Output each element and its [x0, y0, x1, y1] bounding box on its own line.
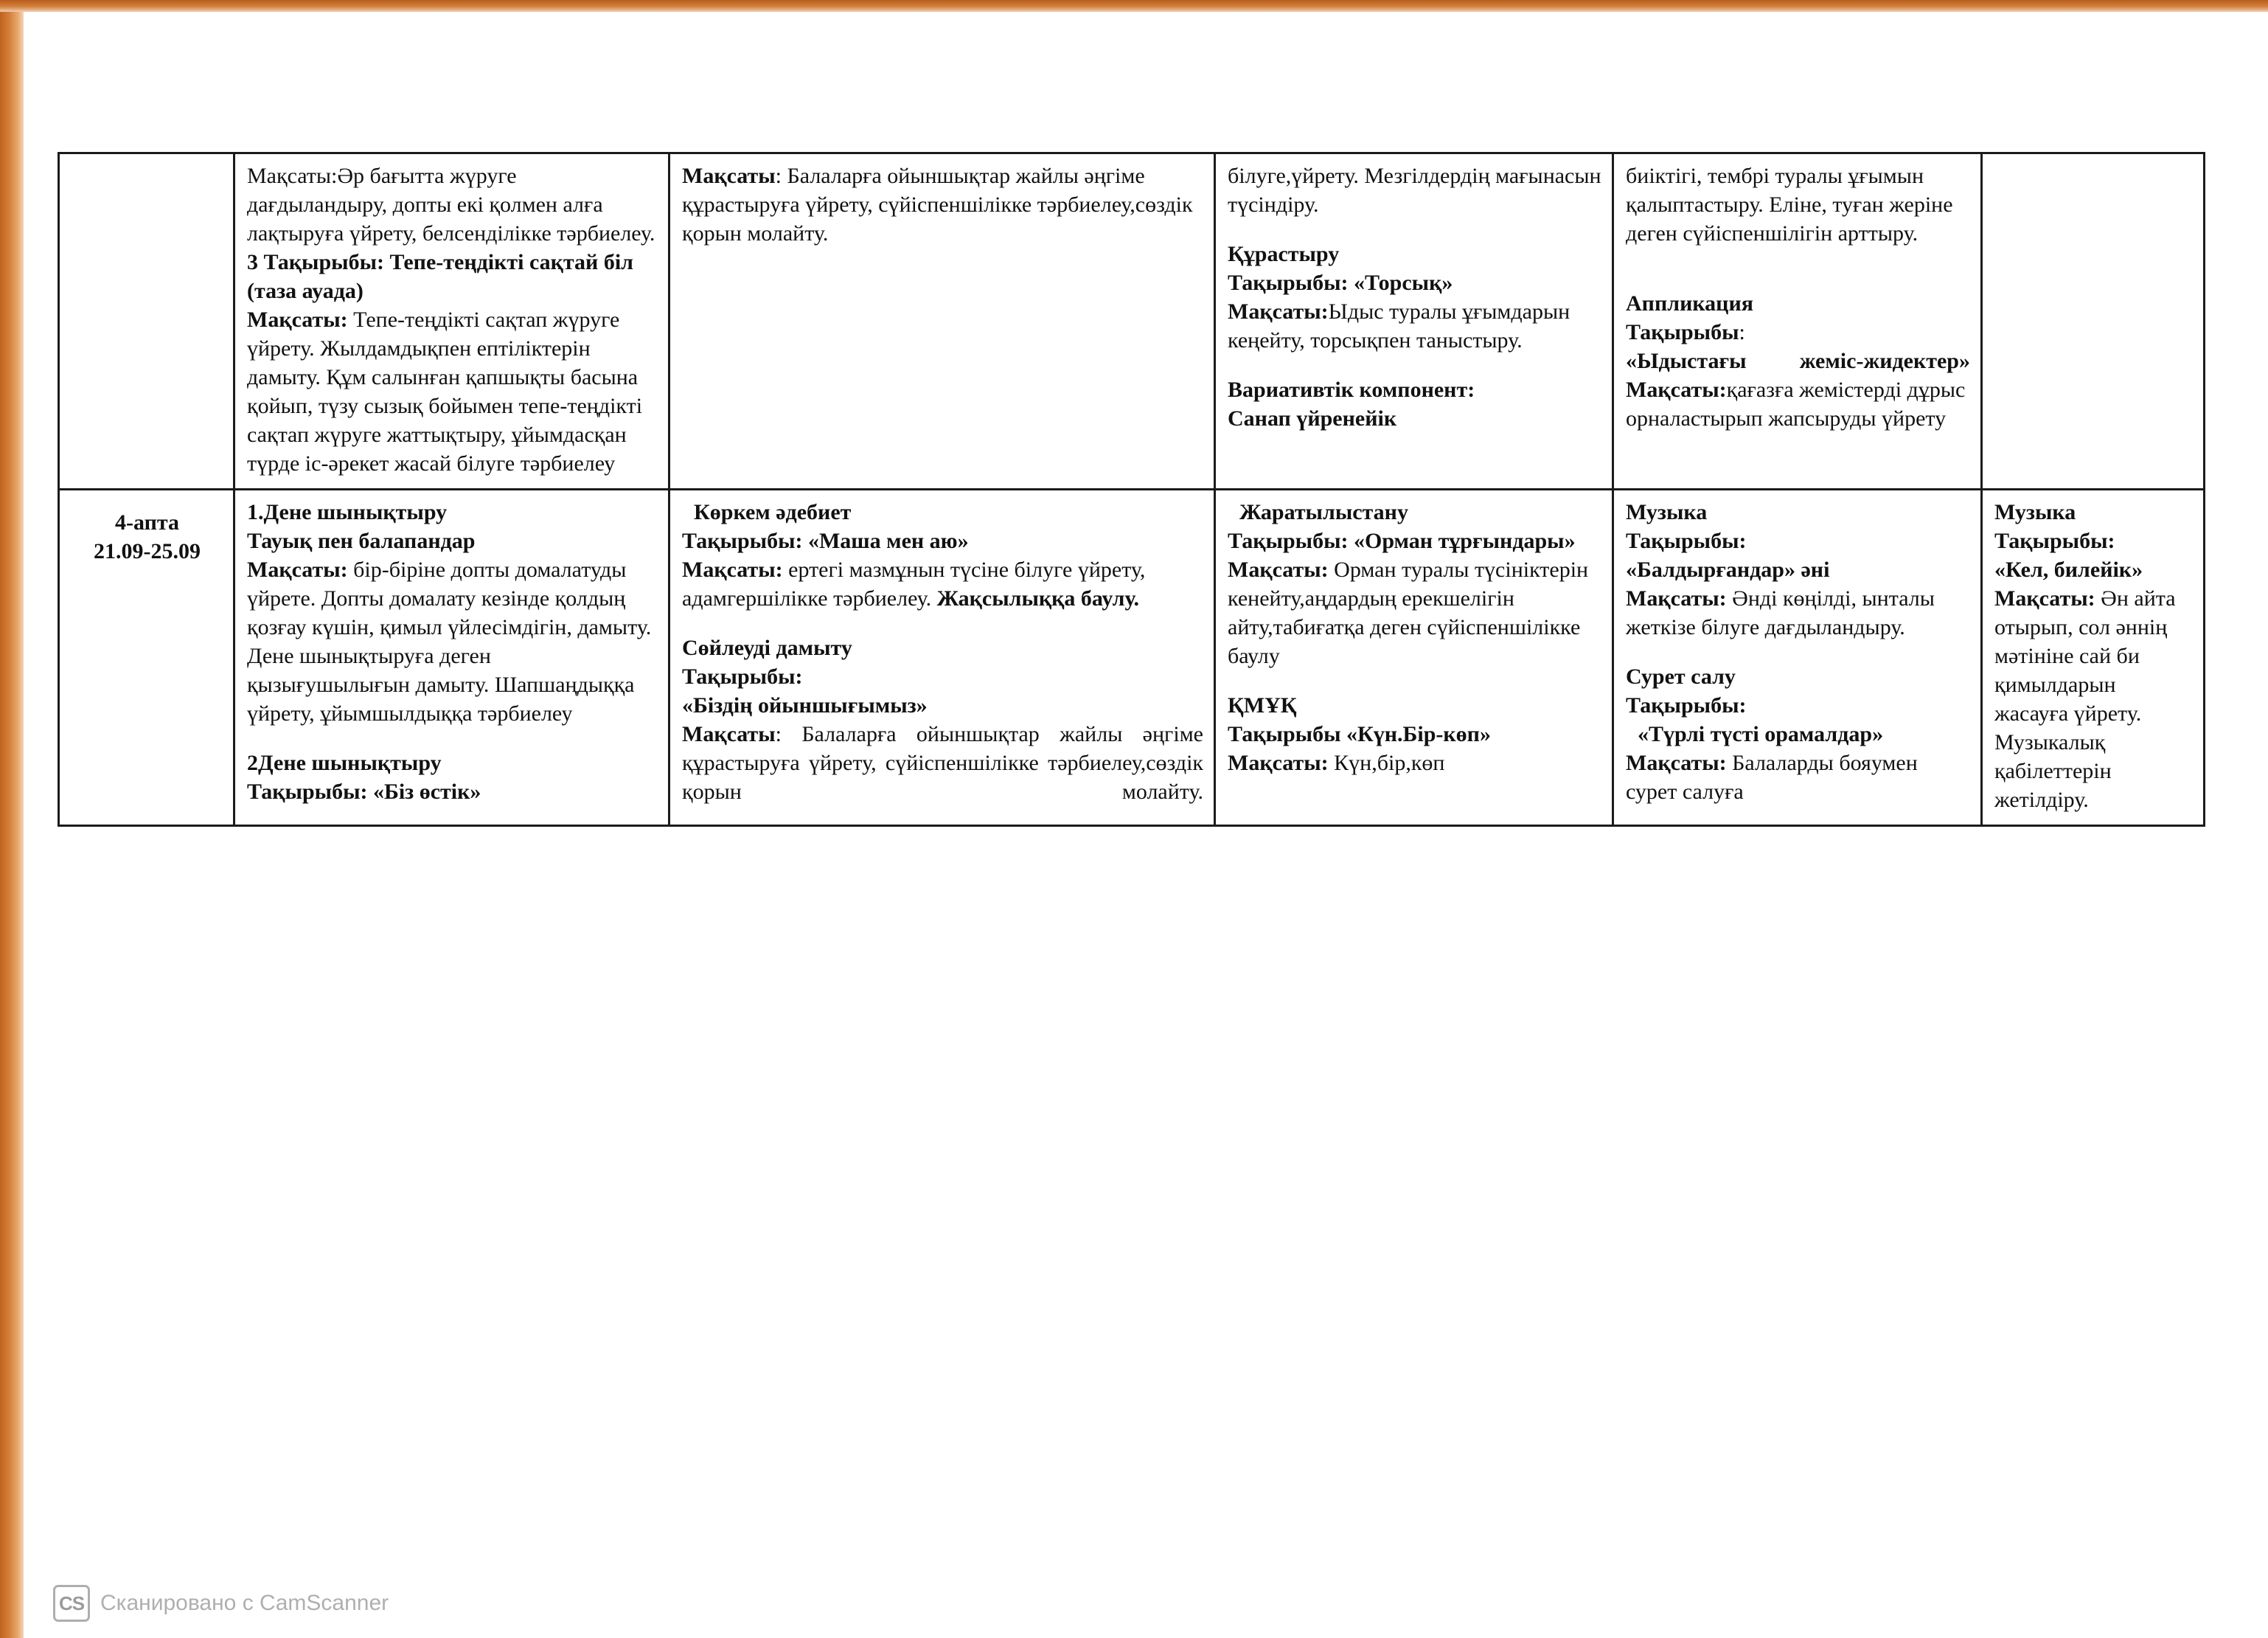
physical-education-cell: [234, 490, 669, 826]
pe-lesson-1-topic: Тауық пен балапандар: [247, 529, 476, 553]
goal-body: бір-біріне допты домалатуды үйрете. Допты домалату кезінде қолдың қозғау күшін, қимыл үйлесімдігін, дамыту. Дене шынықтыруға деген қызығушылығын дамыту. Шапшаңдыққа үйрету, ұйымшылдыққа тәрбиелеу: [247, 558, 652, 726]
drawing-topic-label: Тақырыбы:: [1626, 693, 1747, 718]
pe-lesson-1-title: 1.Дене шынықтыру: [247, 500, 448, 524]
topic-colon: :: [1739, 320, 1745, 344]
speech-topic-value: «Біздің ойыншығымыз»: [682, 693, 928, 718]
natural-science-title: Жаратылыстану: [1239, 500, 1408, 524]
pe-lesson-2-title: 2Дене шынықтыру: [247, 751, 442, 775]
goal-label: Мақсаты:: [1626, 378, 1727, 402]
goal-emphasis: Жақсылыққа баулу.: [936, 586, 1139, 611]
applique-label: Аппликация: [1626, 291, 1753, 316]
natural-science-cell: [1215, 490, 1613, 826]
music-topic-label: Тақырыбы:: [1994, 529, 2115, 553]
literature-title: Көркем әдебиет: [694, 500, 852, 524]
goal-label: Мақсаты:: [682, 558, 783, 582]
goal-body: Орман туралы түсініктерін кенейту,аңдардың ерекшелігін айту,табиғатқа деген сүйіспеншілікке баулу: [1228, 558, 1589, 668]
goal-label: Мақсаты: [682, 722, 776, 746]
goal-body: : Балаларға ойыншықтар жайлы әңгіме құрастыруға үйрету, сүйіспеншілікке тәрбиелеу,сөздік қорын молайту.: [682, 164, 1193, 246]
goal-body: Ән айта отырып, сол әннің мәтініне сай би қимылдарын жасауға үйрету. Музыкалық қабілеттерін жетілдіру.: [1994, 586, 2176, 812]
music-art-cell: [1613, 153, 1982, 490]
week-cell: [59, 490, 234, 826]
camscanner-badge: CS: [53, 1585, 90, 1622]
camscanner-text: Сканировано с CamScanner: [100, 1591, 389, 1615]
goal-label: Мақсаты: [682, 164, 776, 188]
construction-topic: Тақырыбы: «Торсық»: [1228, 271, 1453, 295]
physical-education-cell: [234, 153, 669, 490]
goal-body: Ыдыс туралы ұғымдарын кеңейту, торсықпен таныстыру.: [1228, 299, 1570, 353]
goal-label: Мақсаты:: [1228, 751, 1329, 775]
drawing-title: Сурет салу: [1626, 664, 1736, 689]
week-dates: 21.09-25.09: [94, 539, 201, 563]
document-page: [24, 12, 2268, 1638]
goal-body: ертегі мазмұнын түсіне білуге үйрету, адамгершілікке тәрбиелеу.: [682, 558, 1146, 611]
week-cell: [59, 153, 234, 490]
goal-text: Мақсаты:Әр бағытта жүруге дағдыландыру, допты екі қолмен алға лақтыруға үйрету, белсенділікке тәрбиелеу.: [247, 164, 655, 246]
week-number: 4-апта: [115, 510, 179, 535]
goal-body: Әнді көңілді, ынталы жеткізе білуге дағдыландыру.: [1626, 586, 1935, 639]
goal-body: Балаларды бояумен сурет салуға: [1626, 751, 1918, 804]
literature-cell: [669, 490, 1215, 826]
music-dance-cell: [1982, 490, 2205, 826]
goal-label: Мақсаты:: [247, 308, 348, 332]
music-title: Музыка: [1994, 500, 2076, 524]
continuation-text: биіктігі, тембрі туралы ұғымын қалыптастыру. Еліне, туған жеріне деген сүйіспеншілігін арттыру.: [1626, 164, 1953, 246]
kmuk-title: ҚМҰҚ: [1228, 693, 1297, 718]
speech-development-title: Сөйлеуді дамыту: [682, 636, 852, 660]
topic-3-label: 3 Тақырыбы: Тепе-теңдікті сақтай біл (таза ауада): [247, 250, 633, 303]
camscanner-watermark: [53, 1585, 389, 1622]
lesson-plan-table: [58, 152, 2205, 827]
music-topic-value: «Кел, билейік»: [1994, 558, 2143, 582]
scan-edge-left: [0, 0, 24, 1638]
natural-science-topic: Тақырыбы: «Орман тұрғындары»: [1228, 529, 1576, 553]
variative-component-label: Вариативтік компонент:: [1228, 378, 1475, 402]
goal-label: Мақсаты:: [1626, 586, 1727, 611]
goal-body: Тепе-теңдікті сақтап жүруге үйрету. Жылдамдықпен ептіліктерін дамыту. Құм салынған қапшықты басына қойып, түзу сызық бойымен тепе-теңдікті сақтап жүруге жаттықтыру, ұйымдасқан түрде іс-әрекет жасай білуге тәрбиелеу: [247, 308, 643, 476]
drawing-topic-value: «Түрлі түсті орамалдар»: [1638, 722, 1884, 746]
table-row: [59, 490, 2205, 826]
music-title: Музыка: [1626, 500, 1708, 524]
goal-label: Мақсаты:: [1626, 751, 1727, 775]
natural-science-cell: [1215, 153, 1613, 490]
literature-topic: Тақырыбы: «Маша мен аю»: [682, 529, 969, 553]
goal-label: Мақсаты:: [247, 558, 348, 582]
pe-lesson-2-topic: Тақырыбы: «Біз өстік»: [247, 780, 481, 804]
goal-body: : Балаларға ойыншықтар жайлы әңгіме құрастыруға үйрету, сүйіспеншілікке тәрбиелеу,сөздік қорын молайту.: [682, 722, 1203, 804]
topic-label: Тақырыбы: [1626, 320, 1739, 344]
extra-cell: [1982, 153, 2205, 490]
continuation-text: білуге,үйрету. Мезгілдердің мағынасын түсіндіру.: [1228, 164, 1601, 217]
goal-label: Мақсаты:: [1228, 299, 1329, 324]
scan-edge-top: [0, 0, 2268, 12]
music-topic-value: «Балдырғандар» әні: [1626, 558, 1830, 582]
goal-label: Мақсаты:: [1228, 558, 1329, 582]
kmuk-topic: Тақырыбы «Күн.Бір-көп»: [1228, 722, 1491, 746]
goal-label: Мақсаты:: [1994, 586, 2095, 611]
variative-component-value: Санап үйренейік: [1228, 406, 1397, 431]
music-topic-label: Тақырыбы:: [1626, 529, 1747, 553]
speech-topic-label: Тақырыбы:: [682, 664, 803, 689]
construction-label: Құрастыру: [1228, 242, 1340, 266]
speech-development-cell: [669, 153, 1215, 490]
table-row: [59, 153, 2205, 490]
goal-body: қағазға жемістерді дұрыс орналастырып жапсыруды үйрету: [1626, 378, 1966, 431]
goal-body: Күн,бір,көп: [1328, 751, 1445, 775]
applique-topic: «Ыдыстағы жеміс-жидектер»: [1626, 349, 1970, 373]
music-art-cell: [1613, 490, 1982, 826]
